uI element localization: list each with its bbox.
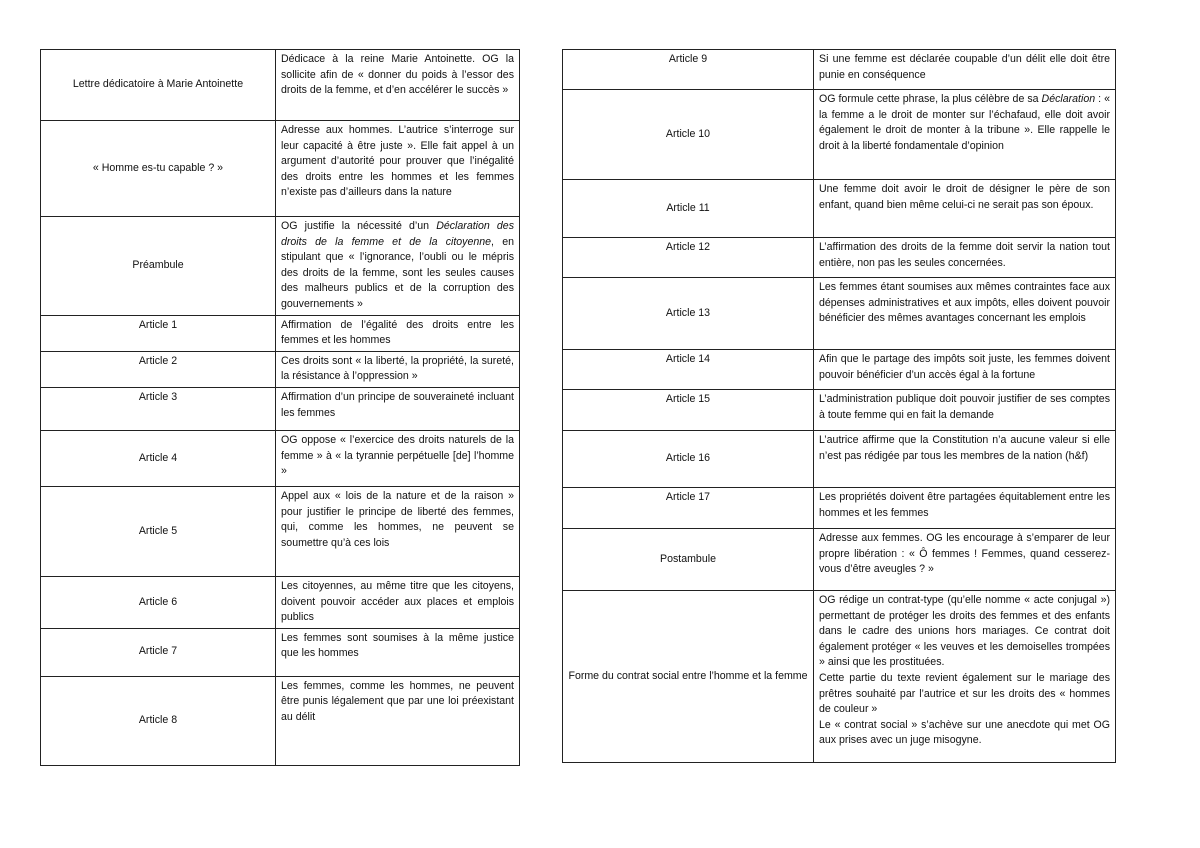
row-label: Article 7	[41, 628, 276, 676]
row-label: Article 4	[41, 430, 276, 486]
desc-text: , en stipulant que « l’ignorance, l’oubli ou le mépris des droits de la femme, sont les seules causes des malheurs publics et de la corruption des gouvernements »	[281, 235, 514, 310]
row-description: Les femmes, comme les hommes, ne peuvent être punis légalement que par une loi préexistant au délit	[276, 676, 520, 765]
row-description: L’affirmation des droits de la femme doit servir la nation tout entière, non pas les seules concernées.	[814, 238, 1116, 278]
row-description: OG oppose « l’exercice des droits naturels de la femme » à « la tyrannie perpétuelle [de] l’homme »	[276, 430, 520, 486]
row-description	[814, 90, 1116, 180]
row-description	[276, 217, 520, 316]
row-label: Postambule	[563, 529, 814, 591]
row-description	[814, 591, 1116, 763]
table-row	[563, 90, 1116, 180]
table-row	[563, 529, 1116, 591]
table-row	[563, 350, 1116, 390]
row-description: Appel aux « lois de la nature et de la raison » pour justifier le principe de liberté des femmes, qui, comme les hommes, ne peuvent se soumettre qu’à ces lois	[276, 486, 520, 576]
table-row	[563, 431, 1116, 488]
desc-paragraph: Le « contrat social » s’achève sur une anecdote qui met OG aux prises avec un juge misogyne.	[819, 718, 1110, 747]
desc-text: OG justifie la nécessité d’un	[281, 220, 437, 232]
row-label: Article 12	[563, 238, 814, 278]
table-row	[563, 50, 1116, 90]
row-label: Préambule	[41, 217, 276, 316]
table-row	[41, 351, 520, 387]
right-summary-table	[562, 49, 1116, 763]
table-row	[41, 628, 520, 676]
row-label: Article 14	[563, 350, 814, 390]
row-description: L’autrice affirme que la Constitution n’a aucune valeur si elle n’est pas rédigée par tous les membres de la nation (h&f)	[814, 431, 1116, 488]
row-description: Les femmes étant soumises aux mêmes contraintes face aux dépenses administratives et aux impôts, elles doivent pouvoir bénéficier des mêmes avantages concernant les emplois	[814, 278, 1116, 350]
row-description: Affirmation de l’égalité des droits entre les femmes et les hommes	[276, 315, 520, 351]
row-label: Article 3	[41, 387, 276, 430]
table-row	[563, 180, 1116, 238]
row-label: Article 6	[41, 576, 276, 628]
row-label: Article 11	[563, 180, 814, 238]
desc-paragraph: Cette partie du texte revient également sur le mariage des prêtres souhaité par l’autrice et sur les droits des « hommes de couleur »	[819, 671, 1110, 716]
row-label: Article 10	[563, 90, 814, 180]
table-row	[41, 576, 520, 628]
table-row	[41, 315, 520, 351]
row-label: Article 15	[563, 390, 814, 431]
left-summary-table	[40, 49, 520, 766]
desc-emphasis: Déclaration des droits de la femme et de la citoyenne	[281, 220, 514, 248]
table-row	[41, 486, 520, 576]
row-description: L’administration publique doit pouvoir justifier de ses comptes à toute femme qui en fait la demande	[814, 390, 1116, 431]
table-row	[41, 387, 520, 430]
row-description: Ces droits sont « la liberté, la propriété, la sureté, la résistance à l’oppression »	[276, 351, 520, 387]
table-row	[563, 278, 1116, 350]
table-row	[563, 488, 1116, 529]
row-label: Article 5	[41, 486, 276, 576]
row-description: Adresse aux hommes. L’autrice s’interroge sur leur capacité à être juste ». Elle fait appel à un argument d’autorité pour prouver que l’inégalité des droits entre les hommes et les femmes n’existe pas d’ailleurs dans la nature	[276, 121, 520, 217]
table-row	[41, 217, 520, 316]
row-label: Article 8	[41, 676, 276, 765]
row-label: Article 16	[563, 431, 814, 488]
row-description: Affirmation d’un principe de souveraineté incluant les femmes	[276, 387, 520, 430]
row-description: Dédicace à la reine Marie Antoinette. OG la sollicite afin de « donner du poids à l’essor des droits de la femme, et d’en accélérer le succès »	[276, 50, 520, 121]
row-label: Forme du contrat social entre l’homme et la femme	[563, 591, 814, 763]
row-label: Article 1	[41, 315, 276, 351]
row-label: « Homme es-tu capable ? »	[41, 121, 276, 217]
table-row	[41, 121, 520, 217]
row-label: Article 17	[563, 488, 814, 529]
row-label: Article 9	[563, 50, 814, 90]
table-row	[41, 50, 520, 121]
desc-text: OG formule cette phrase, la plus célèbre de sa	[819, 93, 1042, 105]
row-description: Une femme doit avoir le droit de désigner le père de son enfant, quand bien même celui-ci ne serait pas son époux.	[814, 180, 1116, 238]
row-description: Les propriétés doivent être partagées équitablement entre les hommes et les femmes	[814, 488, 1116, 529]
row-label: Article 2	[41, 351, 276, 387]
row-description: Les citoyennes, au même titre que les citoyens, doivent pouvoir accéder aux places et emplois publics	[276, 576, 520, 628]
desc-emphasis: Déclaration	[1041, 93, 1096, 105]
table-row	[563, 390, 1116, 431]
row-label: Article 13	[563, 278, 814, 350]
row-description: Adresse aux femmes. OG les encourage à s’emparer de leur propre libération : « Ô femmes ! Femmes, quand cesserez-vous d’être aveugles ? »	[814, 529, 1116, 591]
desc-text: : « la femme a le droit de monter sur l’échafaud, elle doit avoir également le droit de monter à la tribune ». Elle rappelle le droit à la liberté fondamentale d’opinion	[819, 93, 1110, 152]
table-row	[41, 430, 520, 486]
row-label: Lettre dédicatoire à Marie Antoinette	[41, 50, 276, 121]
row-description: Les femmes sont soumises à la même justice que les hommes	[276, 628, 520, 676]
row-description: Afin que le partage des impôts soit juste, les femmes doivent pouvoir bénéficier d’un accès égal à la fortune	[814, 350, 1116, 390]
table-row	[563, 591, 1116, 763]
desc-paragraph: OG rédige un contrat-type (qu’elle nomme « acte conjugal ») permettant de protéger les droits des femmes et des enfants dans le cadre des unions hors mariages. Ce contrat doit également protéger « les veuves et les demoiselles trompées » ainsi que les prostituées.	[819, 594, 1110, 669]
table-row	[41, 676, 520, 765]
table-row	[563, 238, 1116, 278]
row-description: Si une femme est déclarée coupable d’un délit elle doit être punie en conséquence	[814, 50, 1116, 90]
